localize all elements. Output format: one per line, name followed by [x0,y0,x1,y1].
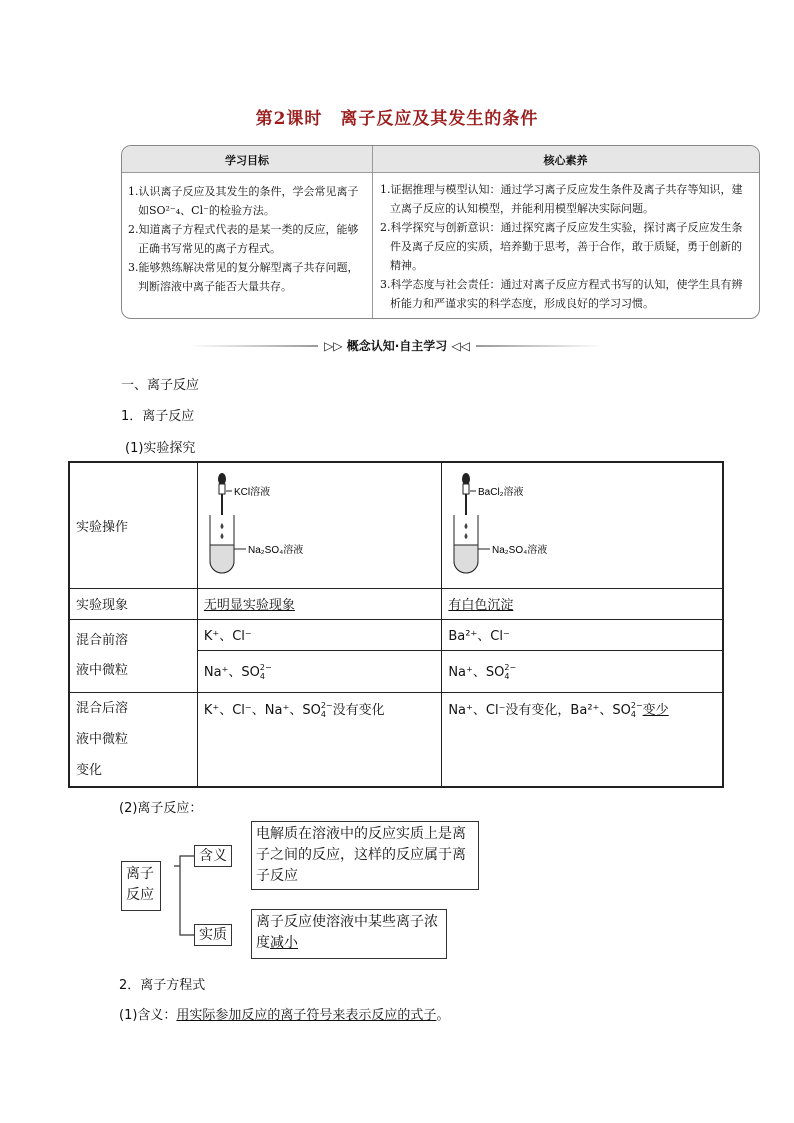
row-header-line: 变化 [76,762,103,778]
diagram-essence-answer: 减小 [270,935,298,951]
ion-charge: 2− [504,663,517,673]
table-row [69,692,723,787]
phenomenon-left: 无明显实验现象 [203,598,295,613]
ion-text: Na⁺、SO [448,664,505,680]
phenomenon-right: 有白色沉淀 [448,598,514,613]
banner-line-left [190,345,318,347]
diagram-branch-essence: 实质 [194,924,232,946]
banner-line-right [476,345,604,347]
page-title: 第2课时 离子反应及其发生的条件 [255,109,539,129]
dropper-testtube-icon [204,463,404,583]
objectives-left-list [128,182,366,296]
objective-item: 1.认识离子反应及其发生的条件，学会常见离子如SO²⁻₄、Cl⁻的检验方法。 [128,185,359,217]
objective-item: 2.知道离子方程式代表的是某一类的反应，能够正确书写常见的离子方程式。 [128,223,359,255]
ion-text: Na⁺、SO [203,664,260,680]
ions-before-left: K⁺、Cl⁻ [197,619,441,650]
objectives-head-right: 核心素养 [543,154,588,167]
subsection-heading: 1．离子反应 [121,409,195,424]
objectives-head-left: 学习目标 [225,154,269,167]
ion-text: K⁺、Cl⁻、Na⁺、SO [203,702,321,718]
definition-label: (1)含义： [119,1008,177,1023]
ions-after-left [197,692,441,787]
ion-text: 没有变化 [332,702,385,718]
ion-charge: 2− [630,701,643,710]
row-header [69,619,197,692]
objectives-right-list [380,180,752,313]
competency-item: 1.证据推理与模型认知：通过学习离子反应发生条件及离子共存等知识，建立离子反应的认知模型，并能利用模型解决实际问题。 [380,183,743,215]
competency-item: 2.科学探究与创新意识：通过探究离子反应发生实验，探讨离子反应发生条件及离子反应的实质，培养勤于思考，善于合作，敢于质疑，勇于创新的精神。 [380,221,743,272]
reagent-label: KCl溶液 [233,487,270,499]
ion-text: 变少 [642,702,669,718]
section-banner [190,336,604,354]
apparatus-cell [442,462,723,588]
ion-charge: 2− [320,701,333,710]
dropper-testtube-icon [448,463,648,583]
tube-label: Na₂SO₄溶液 [247,545,304,557]
diagram-meaning-text: 电解质在溶液中的反应实质上是离子之间的反应，这样的反应属于离子反应 [251,821,479,890]
objectives-panel [121,145,760,319]
diagram-essence-text-part: 离子反应使溶液中某些离子浓度 [256,914,438,951]
tube-label: Na₂SO₄溶液 [492,545,548,557]
competency-item: 3.科学态度与社会责任：通过对离子反应方程式书写的认知，使学生具有辨析能力和严谨求实的科学态度，形成良好的学习习惯。 [380,278,743,310]
ion-text: Na⁺、Cl⁻没有变化，Ba²⁺、SO [448,702,631,718]
definition-answer: 用实际参加反应的离子符号来表示反应的式子 [176,1008,437,1023]
row-header-line: 液中微粒 [76,731,129,747]
subsection-item: (2)离子反应： [119,801,203,816]
row-header [69,692,197,787]
row-header: 实验操作 [69,462,197,588]
ion-subscript: 4 [630,710,636,719]
ion-subscript: 4 [504,672,510,682]
diagram-essence-text [251,909,447,959]
ions-before-right-2 [442,650,723,692]
subsection-item: (1)实验探究 [125,441,196,456]
objectives-divider [372,146,373,318]
table-row [69,619,723,650]
ion-subscript: 4 [320,710,326,719]
row-header: 实验现象 [69,588,197,619]
row-header-line: 混合后溶 [76,700,129,716]
definition-line [119,1004,449,1023]
subsection-heading: 2．离子方程式 [119,978,206,993]
diagram-root: 离子反应 [121,861,161,911]
table-row [69,462,723,588]
reagent-label: BaCl₂溶液 [478,487,524,499]
apparatus-cell [197,462,441,588]
banner-label: 概念认知·自主学习 [346,339,448,353]
objectives-header [122,146,759,173]
objective-item: 3.能够熟练解决常见的复分解型离子共存问题，判断溶液中离子能否大量共存。 [128,261,359,293]
row-header-line: 混合前溶 [76,632,129,648]
definition-end: 。 [436,1008,450,1023]
row-header-line: 液中微粒 [76,662,129,678]
experiment-table [68,461,724,788]
ion-subscript: 4 [259,672,265,682]
ions-before-left-2 [197,650,441,692]
section-heading: 一、离子反应 [121,378,200,393]
ions-before-right: Ba²⁺、Cl⁻ [442,619,723,650]
ions-after-right [442,692,723,787]
banner-title: ▷▷ 概念认知·自主学习 ◁◁ [324,339,470,353]
ion-charge: 2− [259,663,272,673]
table-row [69,588,723,619]
diagram-branch-meaning: 含义 [194,845,232,867]
